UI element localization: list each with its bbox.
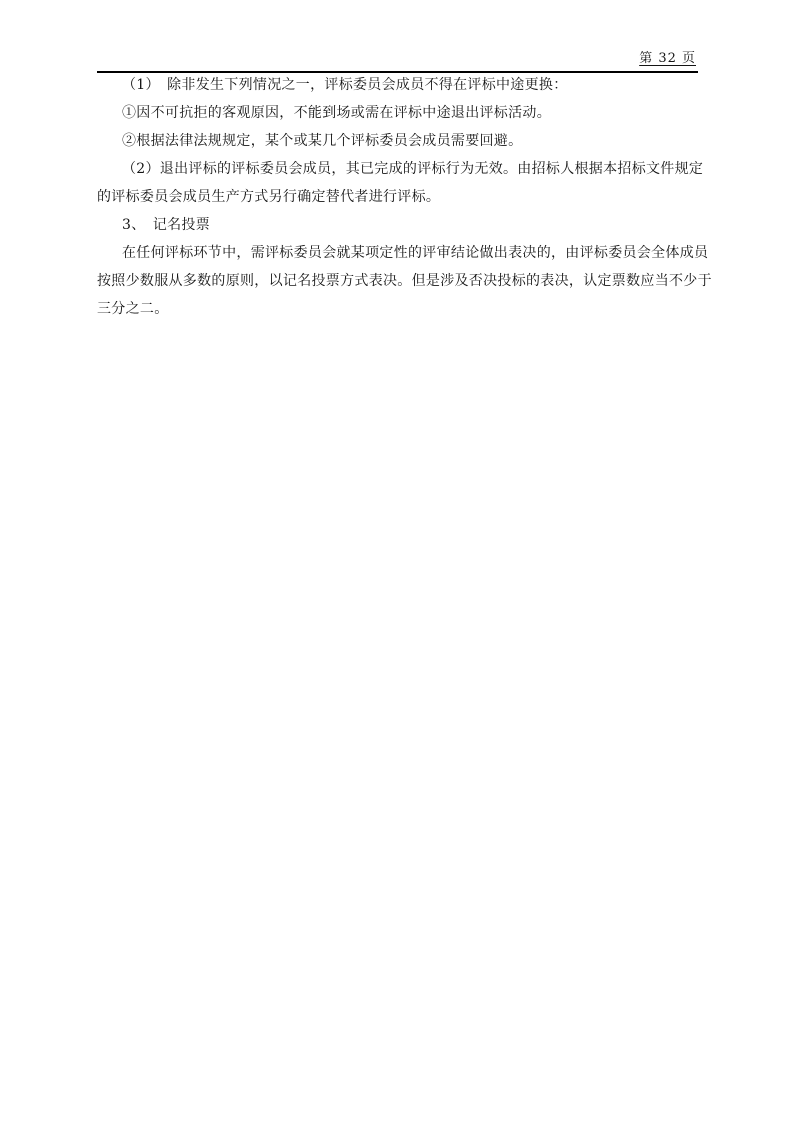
paragraph-line: 三分之二。 <box>97 301 169 317</box>
paragraph-line: 的评标委员会成员生产方式另行确定替代者进行评标。 <box>97 189 441 205</box>
page-header <box>97 50 698 68</box>
page-number: 第 32 页 <box>639 51 696 66</box>
paragraph-line: 在任何评标环节中，需评标委员会就某项定性的评审结论做出表决的，由评标委员会全体成员 <box>122 245 709 261</box>
section-heading-line: 3、 记名投票 <box>122 217 211 233</box>
paragraph-line: （2）退出评标的评标委员会成员，其已完成的评标行为无效。由招标人根据本招标文件规定 <box>122 161 704 177</box>
paragraph-line: 按照少数服从多数的原则，以记名投票方式表决。但是涉及否决投标的表决，认定票数应当不少于 <box>97 273 712 289</box>
paragraph-line: ②根据法律法规规定，某个或某几个评标委员会成员需要回避。 <box>122 133 523 149</box>
document-body <box>97 71 712 323</box>
paragraph-line: （1） 除非发生下列情况之一，评标委员会成员不得在评标中途更换： <box>122 77 568 93</box>
paragraph-line: ①因不可抗拒的客观原因，不能到场或需在评标中途退出评标活动。 <box>122 105 551 121</box>
